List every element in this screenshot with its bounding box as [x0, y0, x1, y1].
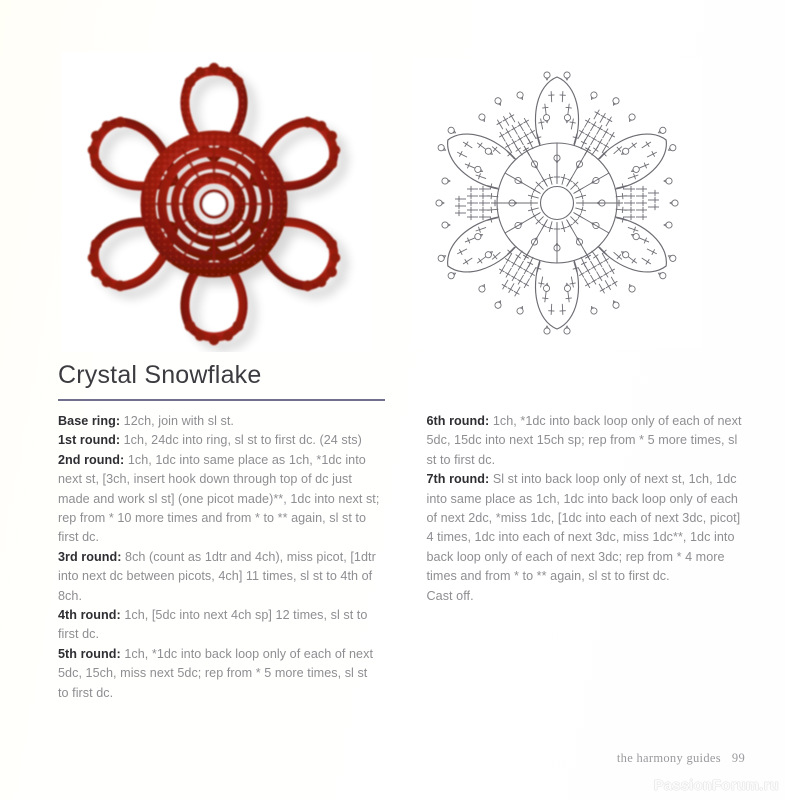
- instructions-columns: [58, 412, 748, 703]
- instruction-text: Sl st into back loop only of next st, 1ch, 1dc into same place as 1ch, 1dc into back loop only of each of next 2dc, *miss 1dc, [1dc into each of next 3dc, picot] 4 times, 1dc into each of next 3dc, miss 1dc**, 1dc into back loop only of each of next 3dc; rep from * 4 more times and from * to ** again, sl st to first dc.: [426, 472, 741, 584]
- instruction-text: 1ch, *1dc into back loop only of each of next 5dc, 15dc into next 15ch sp; rep from * 5 more times, sl st to first dc.: [426, 414, 742, 467]
- figure-area: [0, 0, 785, 360]
- instructions-right-column: [427, 412, 749, 703]
- instruction-paragraph: [427, 412, 749, 470]
- instruction-label: 2nd round:: [58, 452, 125, 467]
- instruction-paragraph: [58, 412, 380, 431]
- page-title: Crystal Snowflake: [58, 361, 262, 389]
- instruction-text: 1ch, [5dc into next 4ch sp] 12 times, sl st to first dc.: [58, 608, 368, 642]
- instruction-label: 6th round:: [426, 414, 490, 428]
- crochet-stitch-diagram: [412, 58, 702, 348]
- instructions-left-column: [58, 412, 380, 703]
- instruction-paragraph: [58, 451, 380, 548]
- instruction-text: 8ch (count as 1dtr and 4ch), miss picot, [1dtr into next dc between picots, 4ch] 11 times, sl st to 4th of 8ch.: [58, 549, 376, 603]
- instruction-label: 3rd round:: [58, 549, 122, 564]
- title-block: [58, 362, 388, 401]
- instruction-label: 5th round:: [58, 646, 121, 661]
- instruction-paragraph: [58, 645, 380, 703]
- instruction-text: 1ch, 24dc into ring, sl st to first dc. (24 sts): [120, 433, 362, 448]
- instruction-label: 4th round:: [58, 608, 121, 623]
- page-footer: [0, 751, 745, 766]
- page-number: 99: [731, 751, 745, 765]
- instruction-text: 12ch, join with sl st.: [120, 414, 234, 428]
- instruction-label: Base ring:: [58, 414, 121, 428]
- instruction-paragraph: [427, 587, 749, 606]
- instruction-paragraph: [58, 606, 380, 645]
- title-divider: [58, 399, 385, 401]
- instruction-text: 1ch, 1dc into same place as 1ch, *1dc into next st, [3ch, insert hook down through top of dc just made and work sl st] (one picot made)**, 1dc into next st; rep from * 10 more times and from * to ** again, sl st to first dc.: [58, 452, 380, 545]
- book-title: the harmony guides: [616, 751, 721, 765]
- crochet-sample-photo: [62, 52, 372, 352]
- instruction-label: 7th round:: [426, 472, 490, 487]
- instruction-label: 1st round:: [58, 433, 121, 448]
- instruction-text: Cast off.: [426, 588, 474, 603]
- instruction-text: 1ch, *1dc into back loop only of each of next 5dc, 15ch, miss next 5dc; rep from * 5 more times, sl st to first dc.: [58, 646, 374, 700]
- instruction-paragraph: [427, 470, 749, 586]
- instruction-paragraph: [58, 431, 380, 450]
- site-watermark: PassionForum.ru: [653, 778, 779, 794]
- instruction-paragraph: [58, 548, 380, 606]
